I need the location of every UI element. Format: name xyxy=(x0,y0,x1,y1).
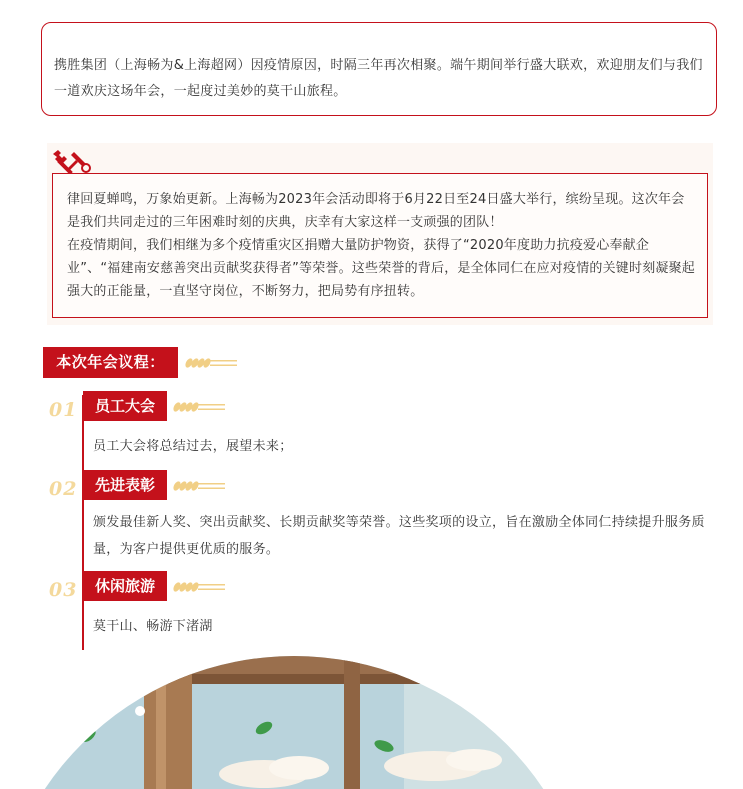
agenda-title: 本次年会议程： xyxy=(43,347,178,378)
agenda-number-2: 02 xyxy=(49,478,78,500)
agenda-label-1: 员工大会 xyxy=(83,391,167,421)
wheat-icon xyxy=(173,400,227,414)
description-paragraph-2: 在疫情期间，我们相继为多个疫情重灾区捐赠大量防护物资，获得了“2020年度助力抗疫爱心奉献企业”、“福建南安慈善突出贡献奖获得者”等荣誉。这些荣誉的背后，是全体同仁在应对疫情的关键时刻凝聚起强大的正能量，一直坚守岗位，不断努力，把局势有序扭转。 xyxy=(67,238,696,299)
wheat-icon xyxy=(185,356,239,370)
photo-illustration xyxy=(44,656,584,789)
wheat-icon xyxy=(173,580,227,594)
agenda-text-1: 员工大会将总结过去，展望未来； xyxy=(93,439,293,454)
wheat-icon xyxy=(173,479,227,493)
agenda-label-2: 先进表彰 xyxy=(83,470,167,500)
event-photo xyxy=(44,656,584,789)
description-box xyxy=(52,173,708,318)
agenda-label-3: 休闲旅游 xyxy=(83,571,167,601)
timeline-line xyxy=(82,395,84,650)
intro-box xyxy=(41,22,717,116)
intro-text: 携胜集团（上海畅为&上海超网）因疫情原因，时隔三年再次相聚。端午期间举行盛大联欢，欢迎朋友们与我们一道欢庆这场年会，一起度过美妙的莫干山旅程。 xyxy=(54,58,703,99)
agenda-number-1: 01 xyxy=(49,399,78,421)
agenda-text-2: 颁发最佳新人奖、突出贡献奖、长期贡献奖等荣誉。这些奖项的设立，旨在激励全体同仁持续提升服务质量，为客户提供更优质的服务。 xyxy=(93,515,705,557)
description-paragraph-1: 律回夏蝉鸣，万象始更新。上海畅为2023年会活动即将于6月22日至24日盛大举行，缤纷呈现。这次年会是我们共同走过的三年困难时刻的庆典，庆幸有大家这样一支顽强的团队！ xyxy=(67,192,685,230)
agenda-text-3: 莫干山、畅游下渚湖 xyxy=(93,619,213,634)
agenda-number-3: 03 xyxy=(49,579,78,601)
